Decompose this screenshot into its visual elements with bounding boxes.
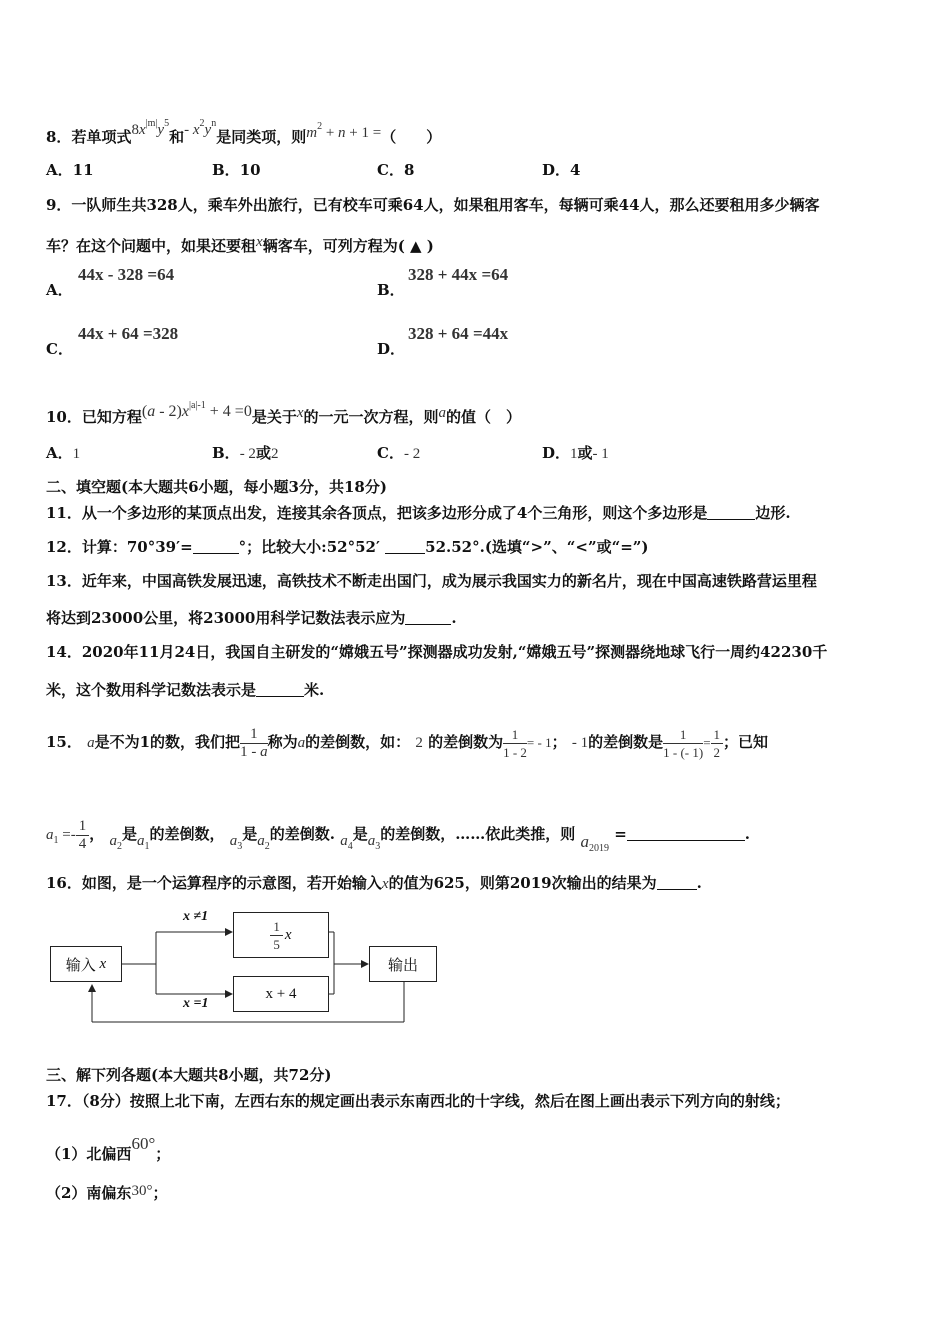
q8-option-a[interactable]: A．11 [46, 161, 94, 179]
q9-option-d-label[interactable]: D． [377, 340, 406, 358]
var-a: a [87, 735, 95, 751]
q13-line2: 将达到23000公里，将23000用科学记数法表示应为 . [46, 609, 457, 627]
monomial-1: $8x^{|m|}y^5$ [131, 118, 170, 138]
a1-definition: $a_1$ =- [46, 827, 76, 846]
q9-option-d-eq[interactable]: 328 + 64 =44x [408, 324, 509, 343]
q14-line2: 米，这个数用科学记数法表示是 米. [46, 681, 325, 699]
output-box: 输出 [369, 946, 437, 982]
q10-option-d[interactable]: D．1或- 1 [542, 444, 609, 462]
answer-blank[interactable] [405, 624, 451, 625]
q12: 12．计算：70°39′= °；比较大小:52°52′ 52.52°.(选填“>”、“<”或“=”) [46, 538, 649, 556]
var-a: a [438, 405, 447, 421]
answer-blank[interactable] [385, 553, 425, 554]
operation-box-one-fifth-x: $\frac{1}{5}$ x [233, 912, 329, 958]
q10-option-b[interactable]: B．- 2或2 [212, 444, 279, 462]
answer-blank[interactable] [657, 889, 697, 890]
var-x: x [296, 405, 304, 421]
number-2: 2 [415, 735, 423, 751]
expression-m2-n-1: $m^2 + n + 1$ = [306, 121, 382, 141]
q15-line2: $a_1$ =- $\frac{1}{4}$ ， $a_2$是$a_1$的差倒数， $a_3$是$a_2$的差倒数. $a_4$是$a_3$的差倒数，……依此类推，则 $a_{2019}$ = . [46, 817, 751, 854]
q9-line2: 车？在这个问题中，如果还要租x辆客车，可列方程为( ▲ ) [46, 234, 434, 255]
answer-blank[interactable] [707, 519, 755, 520]
q14-line1: 14．2020年11月24日，我国自主研发的“嫦娥五号”探测器成功发射,“嫦娥五号”探测器绕地球飞行一周约42230千 [46, 643, 828, 661]
equation-q10: $(a - 2)x^{|a|-1} + 4 =0$ [141, 400, 252, 420]
fraction-1-over-2: $\frac{1}{2}$ [711, 726, 724, 761]
q10-option-c[interactable]: C．- 2 [377, 444, 421, 462]
q8-option-c[interactable]: C．8 [377, 161, 415, 179]
var-a: a [297, 735, 306, 751]
q8-stem: 8．若单项式$8x^{|m|}y^5$和- $x^2y^n$是同类项，则$m^2 + n + 1$ =（ ） [46, 118, 442, 146]
q13-line1: 13．近年来，中国高铁发展迅速，高铁技术不断走出国门，成为展示我国实力的新名片，现在中国高速铁路营运里程 [46, 572, 817, 590]
q15-line1: 15． a是不为1的数，我们把 $\frac{1}{1 - a}$ 称为a的差倒数，如： 2 的差倒数为 $\frac{1}{1 - 2}$ = - 1； - 1的差倒数是 $\frac{1}{1 - (- 1)}$ = $\frac{1}{2}$ ；已知 [46, 725, 769, 760]
answer-blank[interactable] [627, 840, 745, 841]
q17-item2: （2）南偏东30°； [46, 1183, 168, 1202]
q9-option-b-eq[interactable]: 328 + 44x =64 [408, 265, 509, 284]
q9-option-a-label[interactable]: A． [46, 281, 73, 299]
section3-title: 三、解下列各题(本大题共8小题，共72分) [46, 1066, 332, 1084]
q10-option-a[interactable]: A．1 [46, 444, 81, 462]
q17-stem: 17．（8分）按照上北下南，左西右东的规定画出表示东南西北的十字线，然后在图上画出表示下列方向的射线； [46, 1092, 790, 1110]
monomial-2: - $x^2y^n$ [184, 118, 217, 138]
input-box: 输入 x [50, 946, 122, 982]
var-x: x [256, 234, 263, 250]
condition-x-equals-1: x =1 [183, 996, 209, 1011]
q10-stem: 10．已知方程$(a - 2)x^{|a|-1} + 4 =0$是关于x的一元一次方程，则a的值（ ） [46, 400, 522, 426]
fraction-1-over-1-minus-neg1: $\frac{1}{1 - (- 1)}$ [663, 726, 704, 760]
q9-line1: 9．一队师生共328人，乘车外出旅行，已有校车可乘64人，如果租用客车，每辆可乘44人，那么还要租用多少辆客 [46, 196, 820, 214]
q16: 16．如图，是一个运算程序的示意图，若开始输入x的值为625，则第2019次输出的结果为 . [46, 874, 702, 892]
q9-option-c-eq[interactable]: 44x + 64 =328 [78, 324, 179, 343]
answer-blank[interactable] [256, 696, 304, 697]
operation-box-x-plus-4: x + 4 [233, 976, 329, 1012]
answer-blank[interactable] [193, 553, 239, 554]
q17-item1: （1）北偏西60°； [46, 1134, 171, 1163]
q8-option-b[interactable]: B．10 [212, 161, 261, 179]
q11: 11．从一个多边形的某顶点出发，连接其余各顶点，把该多边形分成了4个三角形，则这个多边形是 边形. [46, 504, 791, 522]
section2-title: 二、填空题(本大题共6小题，每小题3分，共18分) [46, 478, 387, 496]
condition-x-not-1: x ≠1 [183, 909, 209, 924]
q9-option-c-label[interactable]: C． [46, 340, 73, 358]
q8-option-d[interactable]: D．4 [542, 161, 581, 179]
fraction-1-over-1-minus-2: $\frac{1}{1 - 2}$ [503, 726, 527, 760]
fraction-1-over-4: $\frac{1}{4}$ [76, 818, 90, 853]
fraction-1-over-1-minus-a: $\frac{1}{1 - a}$ [240, 725, 268, 760]
q9-option-b-label[interactable]: B． [377, 281, 405, 299]
q9-option-a-eq[interactable]: 44x - 328 =64 [78, 265, 175, 284]
